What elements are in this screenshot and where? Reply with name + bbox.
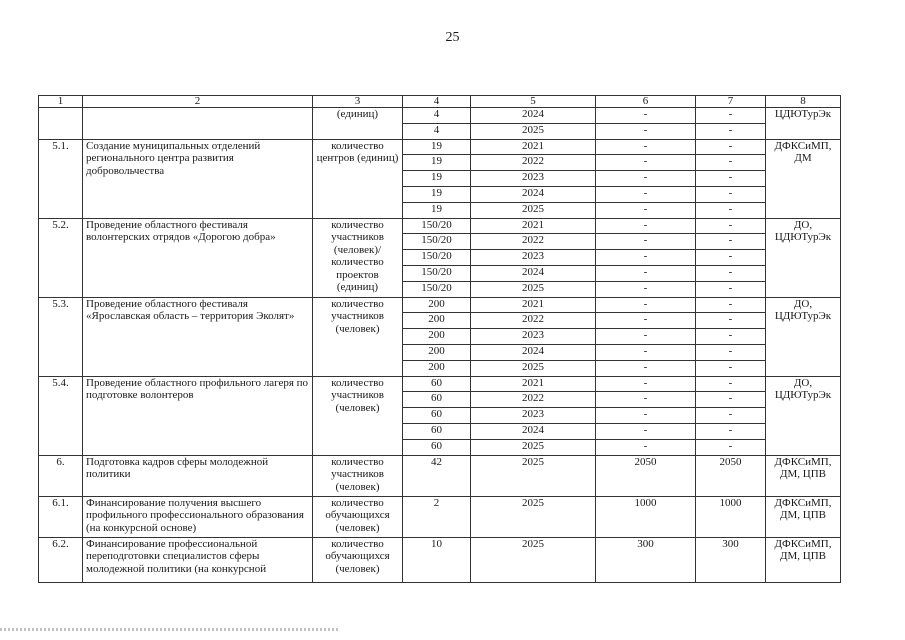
col7-cell: - [696,234,766,250]
col6-cell: 2050 [596,455,696,496]
executor-cell: ДО, ЦДЮТурЭк [766,376,841,455]
col6-cell: - [596,281,696,297]
executor-cell: ДО, ЦДЮТурЭк [766,297,841,376]
col6-cell: - [596,202,696,218]
value-cell: 60 [403,408,471,424]
col6-cell: 300 [596,537,696,582]
value-cell: 60 [403,439,471,455]
col-header-1: 1 [39,96,83,108]
year-cell: 2025 [471,537,596,582]
item-name: Проведение областного фестиваля волонтерских отрядов «Дорогою добра» [83,218,313,297]
col6-cell: - [596,186,696,202]
value-cell: 60 [403,392,471,408]
col6-cell: - [596,297,696,313]
value-cell: 150/20 [403,281,471,297]
year-cell: 2025 [471,123,596,139]
table-row [39,139,841,155]
year-cell: 2021 [471,218,596,234]
year-cell: 2022 [471,234,596,250]
indicator-cell: количество участников (человек)/ количество проектов (единиц) [313,218,403,297]
item-name [83,108,313,140]
year-cell: 2021 [471,376,596,392]
col6-cell: - [596,123,696,139]
col7-cell: - [696,218,766,234]
value-cell: 19 [403,202,471,218]
value-cell: 10 [403,537,471,582]
col-header-6: 6 [596,96,696,108]
item-number: 6.2. [39,537,83,582]
year-cell: 2022 [471,392,596,408]
year-cell: 2023 [471,408,596,424]
year-cell: 2021 [471,139,596,155]
col7-cell: - [696,202,766,218]
table-body [39,96,841,583]
col7-cell: - [696,265,766,281]
value-cell: 60 [403,423,471,439]
table-row [39,537,841,582]
value-cell: 200 [403,329,471,345]
col6-cell: - [596,329,696,345]
col6-cell: - [596,376,696,392]
col6-cell: - [596,265,696,281]
table-row [39,297,841,313]
col-header-8: 8 [766,96,841,108]
value-cell: 150/20 [403,250,471,266]
col7-cell: - [696,344,766,360]
year-cell: 2024 [471,108,596,124]
col7-cell: - [696,408,766,424]
executor-cell: ДО, ЦДЮТурЭк [766,218,841,297]
col7-cell: - [696,392,766,408]
item-number: 6. [39,455,83,496]
year-cell: 2022 [471,313,596,329]
col-header-2: 2 [83,96,313,108]
indicator-cell: количество участников (человек) [313,297,403,376]
year-cell: 2024 [471,186,596,202]
executor-cell: ДФКСиМП, ДМ, ЦПВ [766,455,841,496]
col6-cell: - [596,408,696,424]
value-cell: 19 [403,186,471,202]
year-cell: 2024 [471,423,596,439]
col6-cell: - [596,171,696,187]
value-cell: 150/20 [403,218,471,234]
col7-cell: - [696,108,766,124]
value-cell: 4 [403,108,471,124]
col7-cell: - [696,376,766,392]
year-cell: 2023 [471,329,596,345]
col6-cell: - [596,313,696,329]
indicator-cell: количество центров (единиц) [313,139,403,218]
col7-cell: - [696,313,766,329]
value-cell: 19 [403,139,471,155]
value-cell: 2 [403,496,471,537]
table-row [39,496,841,537]
year-cell: 2025 [471,455,596,496]
year-cell: 2025 [471,281,596,297]
value-cell: 200 [403,313,471,329]
col7-cell: - [696,297,766,313]
item-name: Финансирование получения высшего профильного профессионального образования (на конкурсной основе) [83,496,313,537]
col6-cell: - [596,155,696,171]
program-table [38,95,841,583]
value-cell: 42 [403,455,471,496]
col7-cell: - [696,171,766,187]
col6-cell: - [596,344,696,360]
item-name: Проведение областного профильного лагеря по подготовке волонтеров [83,376,313,455]
indicator-cell: (единиц) [313,108,403,140]
year-cell: 2025 [471,439,596,455]
value-cell: 4 [403,123,471,139]
year-cell: 2023 [471,171,596,187]
value-cell: 19 [403,155,471,171]
item-number: 6.1. [39,496,83,537]
col7-cell: - [696,423,766,439]
col7-cell: - [696,439,766,455]
year-cell: 2024 [471,265,596,281]
value-cell: 200 [403,344,471,360]
col6-cell: - [596,250,696,266]
year-cell: 2023 [471,250,596,266]
col7-cell: - [696,139,766,155]
table-row [39,455,841,496]
col7-cell: - [696,186,766,202]
executor-cell: ДФКСиМП, ДМ, ЦПВ [766,537,841,582]
col6-cell: - [596,439,696,455]
year-cell: 2025 [471,496,596,537]
col7-cell: - [696,123,766,139]
col-header-4: 4 [403,96,471,108]
indicator-cell: количество обучающихся (человек) [313,537,403,582]
value-cell: 60 [403,376,471,392]
col7-cell: 300 [696,537,766,582]
year-cell: 2024 [471,344,596,360]
executor-cell: ДФКСиМП, ДМ [766,139,841,218]
col6-cell: - [596,360,696,376]
col6-cell: - [596,218,696,234]
table-row [39,108,841,124]
col-header-3: 3 [313,96,403,108]
table-row [39,376,841,392]
col7-cell: - [696,360,766,376]
indicator-cell: количество участников (человек) [313,455,403,496]
year-cell: 2022 [471,155,596,171]
value-cell: 200 [403,297,471,313]
header-row [39,96,841,108]
scan-artifact [0,628,340,631]
indicator-cell: количество участников (человек) [313,376,403,455]
value-cell: 150/20 [403,265,471,281]
year-cell: 2025 [471,360,596,376]
indicator-cell: количество обучающихся (человек) [313,496,403,537]
table-row [39,218,841,234]
year-cell: 2025 [471,202,596,218]
col7-cell: - [696,329,766,345]
item-name: Подготовка кадров сферы молодежной политики [83,455,313,496]
col7-cell: 1000 [696,496,766,537]
col6-cell: - [596,392,696,408]
item-name: Финансирование профессиональной переподготовки специалистов сферы молодежной политики (на конкурсной [83,537,313,582]
item-number: 5.4. [39,376,83,455]
col7-cell: - [696,281,766,297]
col7-cell: - [696,155,766,171]
col-header-5: 5 [471,96,596,108]
executor-cell: ДФКСиМП, ДМ, ЦПВ [766,496,841,537]
item-number: 5.3. [39,297,83,376]
executor-cell: ЦДЮТурЭк [766,108,841,140]
year-cell: 2021 [471,297,596,313]
value-cell: 200 [403,360,471,376]
item-name: Создание муниципальных отделений регионального центра развития добровольчества [83,139,313,218]
col-header-7: 7 [696,96,766,108]
col6-cell: - [596,423,696,439]
page-number: 25 [445,30,460,45]
value-cell: 19 [403,171,471,187]
item-name: Проведение областного фестиваля «Ярославская область – территория Эколят» [83,297,313,376]
value-cell: 150/20 [403,234,471,250]
item-number: 5.1. [39,139,83,218]
item-number: 5.2. [39,218,83,297]
col6-cell: - [596,108,696,124]
item-number [39,108,83,140]
col6-cell: - [596,234,696,250]
col7-cell: 2050 [696,455,766,496]
col6-cell: - [596,139,696,155]
col7-cell: - [696,250,766,266]
col6-cell: 1000 [596,496,696,537]
